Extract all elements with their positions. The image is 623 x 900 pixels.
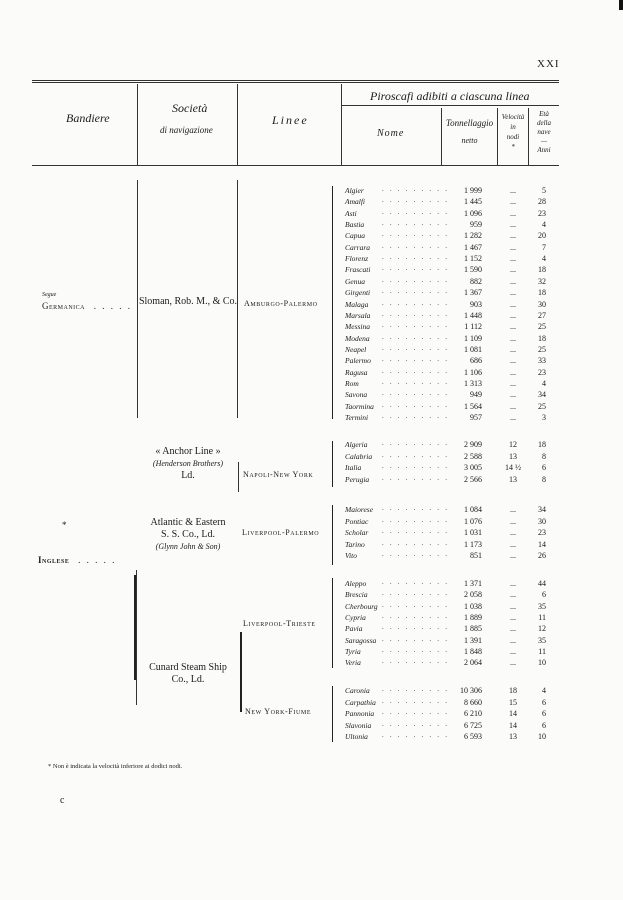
- ship-speed: 13: [509, 474, 517, 484]
- leader-dots: . . . . . . . . .: [382, 685, 450, 693]
- ship-speed: ...: [510, 208, 516, 218]
- leader-dots: . . . . . . . . .: [382, 355, 450, 364]
- leader-dots: . . . . . . . . .: [382, 578, 450, 586]
- ship-name: Algeria: [345, 440, 368, 449]
- ship-tonnage: 949: [470, 390, 482, 400]
- ship-name: Marsala: [345, 310, 371, 320]
- leader-dots: . . . . . . . . .: [382, 708, 450, 717]
- ship-speed: ...: [510, 551, 516, 561]
- ship-tonnage: 6 725: [464, 720, 482, 730]
- ship-speed: ...: [510, 344, 516, 354]
- ship-speed: ...: [510, 333, 516, 343]
- brace-napoli: [332, 441, 333, 487]
- brace-liverpool-trieste: [332, 578, 333, 668]
- header-linee: Linee: [272, 113, 309, 127]
- ship-age: 20: [538, 231, 546, 241]
- body-divider-1b: [136, 570, 137, 705]
- ship-tonnage: 1 152: [464, 254, 482, 264]
- leader-dots: . . . . . . . . .: [382, 696, 450, 705]
- ship-name: Carpathia: [345, 697, 376, 707]
- ship-age: 11: [538, 613, 546, 623]
- ship-tonnage: 1 564: [464, 401, 482, 411]
- leader-dots: . . . . . . . . .: [382, 230, 450, 239]
- ship-tonnage: 2 058: [464, 590, 482, 600]
- ship-age: 25: [538, 322, 546, 332]
- leader-dots: . . . . . . . . .: [382, 657, 450, 666]
- ship-age: 8: [542, 474, 546, 484]
- leader-dots: . . . . . . . . .: [382, 473, 450, 482]
- ship-name: Neapel: [345, 344, 367, 354]
- leader-dots: . . . . . . . . .: [382, 275, 450, 284]
- leader-dots: . . . . . . . . .: [382, 462, 450, 471]
- ship-age: 33: [538, 356, 546, 366]
- ship-tonnage: 1 173: [464, 539, 482, 549]
- ship-age: 10: [538, 732, 546, 742]
- ship-tonnage: 6 210: [464, 709, 482, 719]
- ship-speed: 13: [509, 451, 517, 461]
- ship-age: 14: [538, 539, 546, 549]
- ship-speed: ...: [510, 231, 516, 241]
- ship-name: Florenz: [345, 254, 369, 264]
- ship-tonnage: 1 848: [464, 647, 482, 657]
- col-divider-1: [137, 84, 138, 165]
- ship-age: 6: [542, 590, 546, 600]
- ship-name: Taormina: [345, 401, 374, 411]
- ship-age: 30: [538, 299, 546, 309]
- ship-speed: ...: [510, 254, 516, 264]
- leader-dots: . . . . . . . . .: [382, 309, 450, 318]
- leader-dots: . . . . . . . . .: [382, 612, 450, 621]
- leader-dots: . . . . . . . . .: [382, 538, 450, 547]
- ship-speed: ...: [510, 413, 516, 422]
- company-anchor: « Anchor Line » (Henderson Brothers) Ld.: [152, 446, 224, 481]
- ship-tonnage: 957: [470, 413, 482, 422]
- ship-age: 6: [542, 720, 546, 730]
- ship-name: Genua: [345, 276, 365, 286]
- ship-tonnage: 1 885: [464, 624, 482, 634]
- ship-tonnage: 1 590: [464, 265, 482, 275]
- body-divider-2b: [238, 462, 239, 492]
- ship-speed: ...: [510, 516, 516, 526]
- ship-name: Termini: [345, 413, 369, 422]
- ship-tonnage: 2 909: [464, 440, 482, 449]
- line-liverpool-palermo: Liverpool-Palermo: [242, 528, 320, 537]
- brace-newyork-fiume: [332, 686, 333, 742]
- ship-speed: ...: [510, 276, 516, 286]
- ship-age: 27: [538, 310, 546, 320]
- ship-name: Caronia: [345, 686, 370, 695]
- ship-speed: ...: [510, 310, 516, 320]
- signature-mark: c: [60, 795, 65, 806]
- ship-name: Perugia: [345, 474, 370, 484]
- ship-age: 11: [538, 647, 546, 657]
- ship-age: 8: [542, 451, 546, 461]
- leader-dots: . . . . . . . . .: [382, 185, 450, 193]
- header-eta: Età della nave — Anni: [537, 110, 551, 154]
- ship-age: 25: [538, 344, 546, 354]
- ship-age: 18: [538, 265, 546, 275]
- ship-speed: ...: [510, 220, 516, 230]
- header-societa: Società: [172, 101, 208, 115]
- leader-dots: . . . . . . . . .: [382, 550, 450, 559]
- ship-tonnage: 1 084: [464, 505, 482, 514]
- ship-tonnage: 10 306: [460, 686, 482, 695]
- leader-dots: . . . . . . . . .: [382, 623, 450, 632]
- ship-age: 23: [538, 367, 546, 377]
- brace-cunard-lines: [240, 632, 242, 712]
- ship-age: 4: [542, 220, 546, 230]
- ship-speed: ...: [510, 378, 516, 388]
- ship-age: 10: [538, 658, 546, 668]
- ship-age: 7: [542, 242, 546, 252]
- ship-age: 4: [542, 254, 546, 264]
- ship-speed: 12: [509, 440, 517, 449]
- ship-age: 26: [538, 551, 546, 561]
- brace-liverpool-palermo: [332, 505, 333, 565]
- col-divider-3: [341, 84, 342, 165]
- ship-name: Slavonia: [345, 720, 372, 730]
- leader-dots: . . . . . . . . .: [382, 332, 450, 341]
- ship-name: Pannonia: [345, 709, 375, 719]
- ship-name: Scholar: [345, 528, 369, 538]
- ship-age: 12: [538, 624, 546, 634]
- ship-speed: ...: [510, 647, 516, 657]
- ship-age: 25: [538, 401, 546, 411]
- ship-age: 23: [538, 208, 546, 218]
- leader-dots: . . . . . . . . .: [382, 504, 450, 512]
- ship-age: 18: [538, 333, 546, 343]
- leader-dots: . . . . . . . . .: [382, 646, 450, 655]
- ship-age: 28: [538, 197, 546, 207]
- ship-speed: ...: [510, 367, 516, 377]
- ship-name: Amalfi: [345, 197, 365, 207]
- ship-speed: ...: [510, 322, 516, 332]
- header-tonnellaggio: Tonnellaggio netto: [445, 118, 494, 145]
- ship-tonnage: 2 064: [464, 658, 482, 668]
- ship-speed: ...: [510, 658, 516, 668]
- ship-speed: ...: [510, 505, 516, 514]
- line-liverpool-trieste: Liverpool-Trieste: [243, 619, 316, 628]
- ship-tonnage: 851: [470, 551, 482, 561]
- ship-speed: ...: [510, 197, 516, 207]
- leader-dots: . . . . . . . . .: [382, 719, 450, 728]
- leader-dots: . . . . . . . . .: [382, 439, 450, 447]
- ship-speed: ...: [510, 390, 516, 400]
- leader-dots: . . . . . . . . .: [382, 515, 450, 524]
- ship-tonnage: 1 391: [464, 635, 482, 645]
- ship-age: 5: [542, 186, 546, 195]
- ship-name: Carrara: [345, 242, 371, 252]
- piroscafi-rule: [342, 105, 559, 106]
- page-number: XXI: [537, 58, 560, 70]
- ship-tonnage: 2 588: [464, 451, 482, 461]
- ship-tonnage: 1 096: [464, 208, 482, 218]
- header-societa-sub: di navigazione: [160, 125, 213, 135]
- ship-age: 18: [538, 440, 546, 449]
- line-amburgo-palermo: Amburgo-Palermo: [244, 299, 318, 308]
- footnote: * Non è indicata la velocità inferiore ai dodici nodi.: [48, 763, 183, 770]
- ship-name: Pontiac: [345, 516, 369, 526]
- ship-age: 4: [542, 686, 546, 695]
- ship-name: Girgenti: [345, 288, 371, 298]
- ship-age: 3: [542, 413, 546, 422]
- ship-speed: ...: [510, 299, 516, 309]
- ship-name: Aleppo: [345, 579, 367, 588]
- ship-speed: ...: [510, 356, 516, 366]
- ship-age: 6: [542, 463, 546, 473]
- top-rule: [32, 80, 559, 83]
- ship-tonnage: 3 005: [464, 463, 482, 473]
- ship-name: Malaga: [345, 299, 369, 309]
- ship-tonnage: 1 109: [464, 333, 482, 343]
- col-divider-2: [237, 84, 238, 165]
- ship-tonnage: 1 467: [464, 242, 482, 252]
- ship-speed: 14: [509, 720, 517, 730]
- header-piroscafi: Piroscafi adibiti a ciascuna linea: [370, 89, 530, 103]
- ship-age: 34: [538, 390, 546, 400]
- ship-name: Ragusa: [345, 367, 368, 377]
- ship-tonnage: 1 367: [464, 288, 482, 298]
- company-atlantic: Atlantic & Eastern S. S. Co., Ld. (Glynn John & Son): [150, 517, 226, 551]
- leader-dots: . . . . . . . . .: [382, 241, 450, 250]
- ship-tonnage: 882: [470, 276, 482, 286]
- leader-dots: . . . . . . . . .: [382, 219, 450, 228]
- ship-tonnage: 1 445: [464, 197, 482, 207]
- ship-name: Asti: [345, 208, 357, 218]
- ship-tonnage: 8 660: [464, 697, 482, 707]
- ship-name: Capua: [345, 231, 366, 241]
- ship-speed: ...: [510, 635, 516, 645]
- ship-speed: ...: [510, 186, 516, 195]
- ship-speed: 18: [509, 686, 517, 695]
- ship-tonnage: 1 313: [464, 378, 482, 388]
- ship-tonnage: 1 371: [464, 579, 482, 588]
- ship-tonnage: 1 112: [464, 322, 482, 332]
- line-new-york-fiume: New York-Fiume: [245, 707, 312, 716]
- ship-age: 35: [538, 601, 546, 611]
- leader-dots: . . . . . . . . .: [382, 366, 450, 375]
- leader-dots: . . . . . . . . .: [382, 264, 450, 273]
- leader-dots: . . . . . . . . .: [382, 731, 450, 740]
- ship-tonnage: 1 999: [464, 186, 482, 195]
- ship-name: Tyria: [345, 647, 361, 657]
- ship-tonnage: 1 448: [464, 310, 482, 320]
- ship-name: Palermo: [345, 356, 371, 366]
- ship-age: 4: [542, 378, 546, 388]
- leader-dots: . . . . . . . . .: [382, 400, 450, 409]
- ship-name: Veria: [345, 658, 361, 668]
- ship-age: 30: [538, 516, 546, 526]
- brace-germanica: [332, 186, 333, 419]
- ship-name: Savona: [345, 390, 368, 400]
- page-edge-mark: [619, 0, 623, 10]
- ship-speed: ...: [510, 539, 516, 549]
- ship-speed: ...: [510, 579, 516, 588]
- ship-tonnage: 1 889: [464, 613, 482, 623]
- leader-dots: . . . . . . . . .: [382, 450, 450, 459]
- brace-inglese: [134, 575, 136, 680]
- ship-speed: ...: [510, 613, 516, 623]
- ship-name: Maiorese: [345, 505, 374, 514]
- ship-speed: ...: [510, 601, 516, 611]
- ship-age: 23: [538, 528, 546, 538]
- ship-tonnage: 1 031: [464, 528, 482, 538]
- leader-dots: . . . . . . . . .: [382, 321, 450, 330]
- ship-name: Bastia: [345, 220, 365, 230]
- ship-speed: ...: [510, 624, 516, 634]
- flag-inglese: Inglese . . . . .: [38, 555, 117, 565]
- ship-name: Messina: [345, 322, 370, 332]
- ship-name: Cypria: [345, 613, 366, 623]
- ship-age: 34: [538, 505, 546, 514]
- ship-name: Vito: [345, 551, 357, 561]
- leader-dots: . . . . . . . . .: [382, 287, 450, 296]
- leader-dots: . . . . . . . . .: [382, 600, 450, 609]
- leader-dots: . . . . . . . . .: [382, 298, 450, 307]
- ship-speed: ...: [510, 265, 516, 275]
- header-velocita: Velocità in nodi *: [501, 113, 525, 151]
- ship-tonnage: 6 593: [464, 732, 482, 742]
- header-nome: Nome: [377, 128, 405, 139]
- leader-dots: . . . . . . . . .: [382, 377, 450, 386]
- ship-speed: ...: [510, 401, 516, 411]
- ship-name: Calabria: [345, 451, 373, 461]
- ship-speed: ...: [510, 288, 516, 298]
- company-cunard: Cunard Steam Ship Co., Ld.: [149, 662, 227, 685]
- ship-age: 18: [538, 288, 546, 298]
- ship-speed: ...: [510, 528, 516, 538]
- ship-name: Saragossa: [345, 635, 377, 645]
- leader-dots: . . . . . . . . .: [382, 253, 450, 262]
- ship-speed: ...: [510, 590, 516, 600]
- ship-tonnage: 1 282: [464, 231, 482, 241]
- ship-tonnage: 1 081: [464, 344, 482, 354]
- header-bandiere: Bandiere: [66, 111, 110, 125]
- leader-dots: . . . . . . . . .: [382, 389, 450, 398]
- leader-dots: . . . . . . . . .: [382, 196, 450, 205]
- ship-age: 6: [542, 709, 546, 719]
- flag-germanica: Germanica . . . . .: [42, 301, 133, 311]
- ship-tonnage: 686: [470, 356, 482, 366]
- ship-name: Rom: [345, 378, 359, 388]
- ship-tonnage: 903: [470, 299, 482, 309]
- header-bottom-rule: [32, 165, 559, 166]
- leader-dots: . . . . . . . . .: [382, 343, 450, 352]
- ship-name: Modena: [345, 333, 370, 343]
- leader-dots: . . . . . . . . .: [382, 527, 450, 536]
- ship-name: Ultonia: [345, 732, 368, 742]
- ship-name: Italia: [345, 463, 362, 473]
- leader-dots: . . . . . . . . .: [382, 207, 450, 216]
- ship-speed: 14 ½: [505, 463, 521, 473]
- leader-dots: . . . . . . . . .: [382, 412, 450, 420]
- ship-tonnage: 1 076: [464, 516, 482, 526]
- ship-speed: 14: [509, 709, 517, 719]
- ship-age: 35: [538, 635, 546, 645]
- leader-dots: . . . . . . . . .: [382, 589, 450, 598]
- company-sloman: Sloman, Rob. M., & Co.: [138, 296, 238, 307]
- ship-name: Pavia: [345, 624, 363, 634]
- ship-age: 44: [538, 579, 546, 588]
- ship-name: Tarino: [345, 539, 365, 549]
- ship-tonnage: 1 038: [464, 601, 482, 611]
- ship-tonnage: 2 566: [464, 474, 482, 484]
- leader-dots: . . . . . . . . .: [382, 634, 450, 643]
- ship-name: Brescia: [345, 590, 368, 600]
- ship-tonnage: 1 106: [464, 367, 482, 377]
- flag-star: *: [62, 520, 67, 530]
- ship-tonnage: 959: [470, 220, 482, 230]
- ship-name: Algier: [345, 186, 364, 195]
- ship-age: 6: [542, 697, 546, 707]
- line-napoli-new-york: Napoli-New York: [243, 470, 314, 479]
- ship-speed: 13: [509, 732, 517, 742]
- ship-speed: ...: [510, 242, 516, 252]
- flag-segue: Segue: [42, 292, 57, 298]
- ship-name: Frascati: [345, 265, 371, 275]
- ship-name: Cherbourg: [345, 601, 378, 611]
- ship-age: 32: [538, 276, 546, 286]
- ship-speed: 15: [509, 697, 517, 707]
